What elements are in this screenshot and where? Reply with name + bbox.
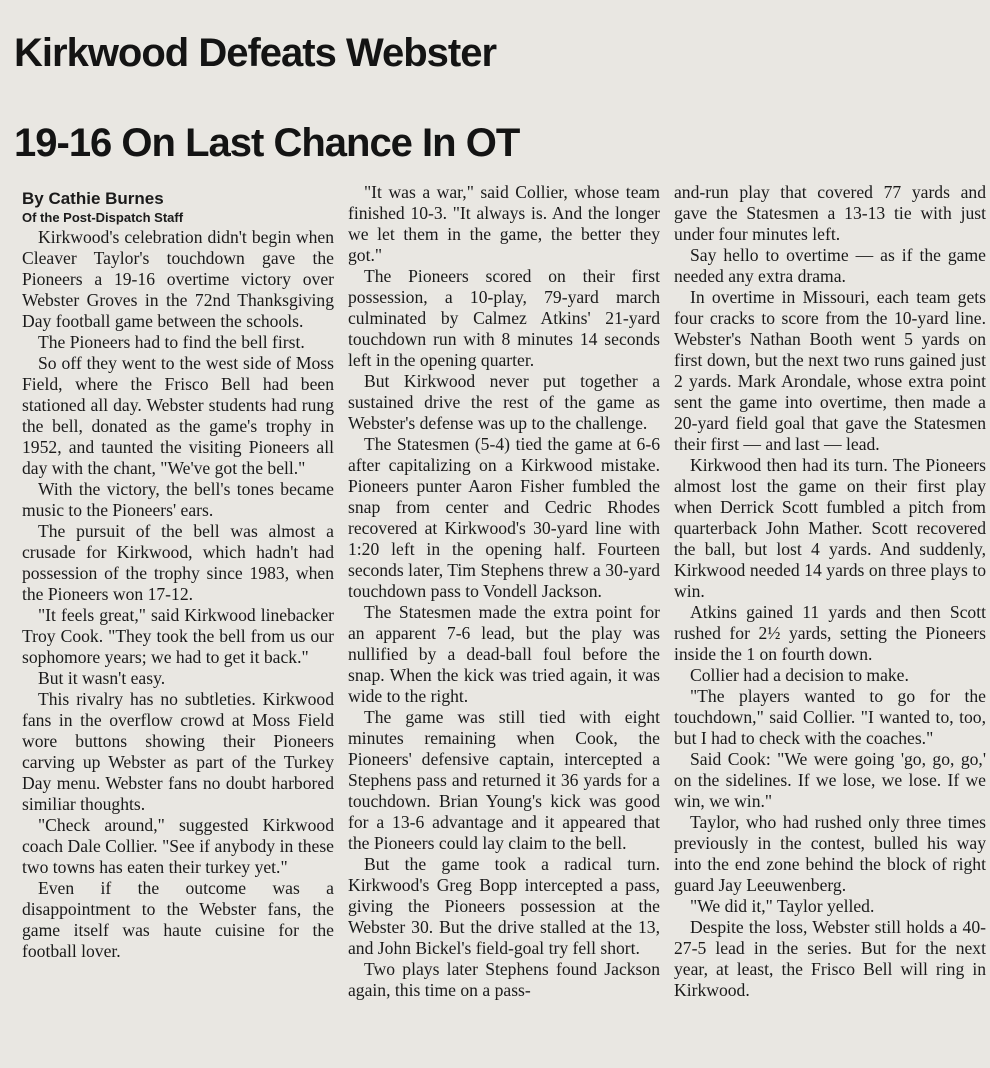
paragraph: So off they went to the west side of Moss Field, where the Frisco Bell had been stationed all day. Webster students had rung the bell, donated as the game's trophy in 1952, and taunted the visiting Pioneers all day with the chant, "We've got the bell." [22, 353, 334, 478]
paragraph: Kirkwood's celebration didn't begin when Cleaver Taylor's touchdown gave the Pioneers a 19-16 overtime victory over Webster Groves in the 72nd Thanksgiving Day football game between the schools. [22, 227, 334, 331]
paragraph-continued: and-run play that covered 77 yards and gave the Statesmen a 13-13 tie with just under four minutes left. [674, 182, 986, 244]
paragraph: Say hello to overtime — as if the game needed any extra drama. [674, 245, 986, 286]
paragraph: With the victory, the bell's tones became music to the Pioneers' ears. [22, 479, 334, 520]
byline: By Cathie Burnes [22, 189, 164, 208]
paragraph: This rivalry has no subtleties. Kirkwood fans in the overflow crowd at Moss Field wore buttons showing their Pioneers carving up Webster as part of the Turkey Day menu. Webster fans no doubt harbored similiar thoughts. [22, 689, 334, 814]
paragraph: The Statesmen made the extra point for an apparent 7-6 lead, but the play was nullified by a dead-ball foul before the snap. When the kick was tried again, it was wide to the right. [348, 602, 660, 706]
paragraph: Taylor, who had rushed only three times previously in the contest, bulled his way into the end zone behind the block of right guard Jay Leeuwenberg. [674, 812, 986, 895]
paragraph: "The players wanted to go for the touchdown," said Collier. "I wanted to, too, but I had to check with the coaches." [674, 686, 986, 748]
paragraph: The Pioneers had to find the bell first. [38, 332, 305, 352]
article-column-2 [348, 182, 660, 1001]
headline-line-2: 19-16 On Last Chance In OT [14, 121, 520, 165]
paragraph: But Kirkwood never put together a sustained drive the rest of the game as Webster's defense was up to the challenge. [348, 371, 660, 433]
paragraph: "It was a war," said Collier, whose team finished 10-3. "It always is. And the longer we let them in the game, the better they got." [348, 182, 660, 265]
paragraph: "Check around," suggested Kirkwood coach Dale Collier. "See if anybody in these two towns has eaten their turkey yet." [22, 815, 334, 877]
paragraph: The Pioneers scored on their first possession, a 10-play, 79-yard march culminated by Calmez Atkins' 21-yard touchdown run with 8 minutes 14 seconds left in the opening quarter. [348, 266, 660, 370]
paragraph: Collier had a decision to make. [690, 665, 909, 685]
headline-line-1: Kirkwood Defeats Webster [14, 31, 497, 75]
paragraph: The Statesmen (5-4) tied the game at 6-6 after capitalizing on a Kirkwood mistake. Pioneers punter Aaron Fisher fumbled the snap from center and Cedric Rhodes recovered at Kirkwood's 30-yard line with 1:20 left in the opening half. Fourteen seconds later, Tim Stephens threw a 30-yard touchdown pass to Vondell Jackson. [348, 434, 660, 601]
paragraph: Kirkwood then had its turn. The Pioneers almost lost the game on their first play when Derrick Scott fumbled a pitch from quarterback John Mather. Scott recovered the ball, but lost 4 yards. And suddenly, Kirkwood needed 14 yards on three plays to win. [674, 455, 986, 601]
paragraph: But it wasn't easy. [38, 668, 166, 688]
paragraph: The game was still tied with eight minutes remaining when Cook, the Pioneers' defensive captain, intercepted a Stephens pass and returned it 36 yards for a touchdown. Brian Young's kick was good for a 13-6 advantage and it appeared that the Pioneers could lay claim to the bell. [348, 707, 660, 853]
article-column-3 [674, 182, 986, 1001]
headline [14, 8, 984, 188]
paragraph: Despite the loss, Webster still holds a 40-27-5 lead in the series. But for the next year, at least, the Frisco Bell will ring in Kirkwood. [674, 917, 986, 1000]
paragraph: Atkins gained 11 yards and then Scott rushed for 2½ yards, setting the Pioneers inside the 1 on fourth down. [674, 602, 986, 664]
article-column-1 [22, 188, 334, 962]
paragraph: The pursuit of the bell was almost a crusade for Kirkwood, which hadn't had possession of the trophy since 1983, when the Pioneers won 17-12. [22, 521, 334, 604]
paragraph: Even if the outcome was a disappointment to the Webster fans, the game itself was haute cuisine for the football lover. [22, 878, 334, 961]
paragraph: Two plays later Stephens found Jackson again, this time on a pass- [348, 959, 660, 1000]
paragraph: "We did it," Taylor yelled. [690, 896, 875, 916]
paragraph: Said Cook: "We were going 'go, go, go,' on the sidelines. If we lose, we lose. If we win, we win." [674, 749, 986, 811]
paragraph: In overtime in Missouri, each team gets four cracks to score from the 10-yard line. Webster's Nathan Booth went 5 yards on first down, but the next two runs gained just 2 yards. Mark Arondale, whose extra point sent the game into overtime, then made a 20-yard field goal that gave the Statesmen their first — and last — lead. [674, 287, 986, 454]
paragraph: "It feels great," said Kirkwood linebacker Troy Cook. "They took the bell from us our sophomore years; we had to get it back." [22, 605, 334, 667]
paragraph: But the game took a radical turn. Kirkwood's Greg Bopp intercepted a pass, giving the Pioneers possession at the Webster 30. But the drive stalled at the 13, and John Bickel's field-goal try fell short. [348, 854, 660, 958]
staff-credit: Of the Post-Dispatch Staff [22, 210, 184, 225]
